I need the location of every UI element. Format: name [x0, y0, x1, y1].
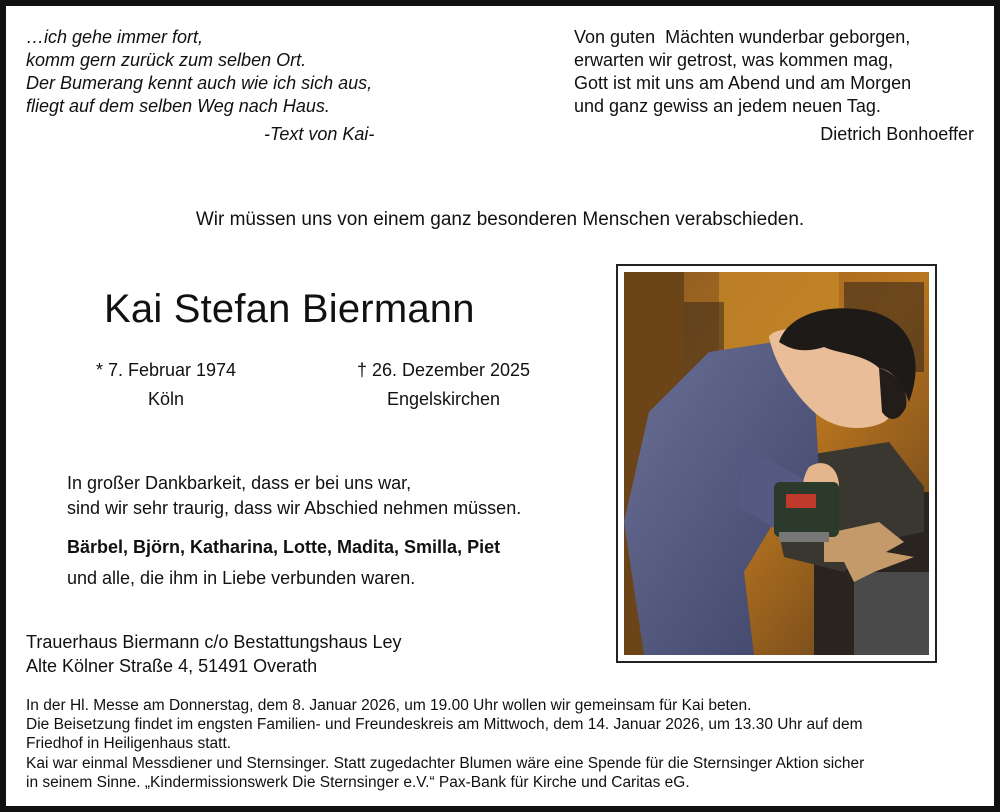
details-line: In der Hl. Messe am Donnerstag, dem 8. Januar 2026, um 19.00 Uhr wollen wir gemeinsam für Kai beten.	[26, 697, 752, 714]
birth-info	[81, 356, 251, 414]
poem-left	[26, 26, 374, 146]
poem-right	[574, 26, 974, 146]
address-line: Alte Kölner Straße 4, 51491 Overath	[26, 656, 318, 676]
intro-text: Wir müssen uns von einem ganz besonderen Menschen verabschieden.	[195, 209, 805, 230]
gratitude-line: In großer Dankbarkeit, dass er bei uns war,	[67, 473, 412, 493]
poem-line: erwarten wir getrost, was kommen mag,	[574, 50, 894, 70]
death-place: Engelskirchen	[386, 389, 501, 409]
death-info	[336, 356, 551, 414]
poem-line: fliegt auf dem selben Weg nach Haus.	[26, 96, 330, 116]
poem-line: komm gern zurück zum selben Ort.	[26, 50, 307, 70]
poem-line: Von guten Mächten wunderbar geborgen,	[574, 27, 911, 47]
deceased-name: Kai Stefan Biermann	[104, 287, 475, 331]
details-line: in seinem Sinne. „Kindermissionswerk Die Sternsinger e.V.“ Pax-Bank für Kirche und Caritas eG.	[26, 773, 690, 791]
poem-credit: Dietrich Bonhoeffer	[820, 124, 974, 144]
gratitude-line: sind wir sehr traurig, dass wir Abschied nehmen müssen.	[67, 498, 522, 518]
poem-line: Der Bumerang kennt auch wie ich sich aus,	[26, 73, 373, 93]
poem-line: Gott ist mit uns am Abend und am Morgen	[574, 73, 912, 93]
portrait-photo-image	[624, 272, 929, 655]
address-line: Trauerhaus Biermann c/o Bestattungshaus Ley	[26, 632, 402, 652]
details-line: Friedhof in Heiligenhaus statt.	[26, 735, 232, 753]
poem-line: und ganz gewiss an jedem neuen Tag.	[574, 96, 881, 116]
mourning-address	[26, 630, 402, 678]
death-date: † 26. Dezember 2025	[356, 360, 531, 380]
family-suffix: und alle, die ihm in Liebe verbunden waren.	[67, 568, 416, 588]
details-line: Die Beisetzung findet im engsten Familien- und Freundeskreis am Mittwoch, dem 14. Januar 2026, um 13.30 Uhr auf dem	[26, 716, 863, 734]
portrait-photo	[616, 264, 937, 663]
service-details	[26, 696, 986, 792]
details-line: Kai war einmal Messdiener und Sternsinger. Statt zugedachter Blumen wäre eine Spende für die Sternsinger Aktion sicher	[26, 754, 865, 772]
poem-line: …ich gehe immer fort,	[26, 27, 204, 47]
family-names: Bärbel, Björn, Katharina, Lotte, Madita, Smilla, Piet	[67, 537, 501, 557]
birth-date: * 7. Februar 1974	[95, 360, 237, 380]
gratitude-text	[67, 471, 521, 521]
birth-place: Köln	[147, 389, 185, 409]
poem-credit: -Text von Kai-	[264, 124, 375, 144]
